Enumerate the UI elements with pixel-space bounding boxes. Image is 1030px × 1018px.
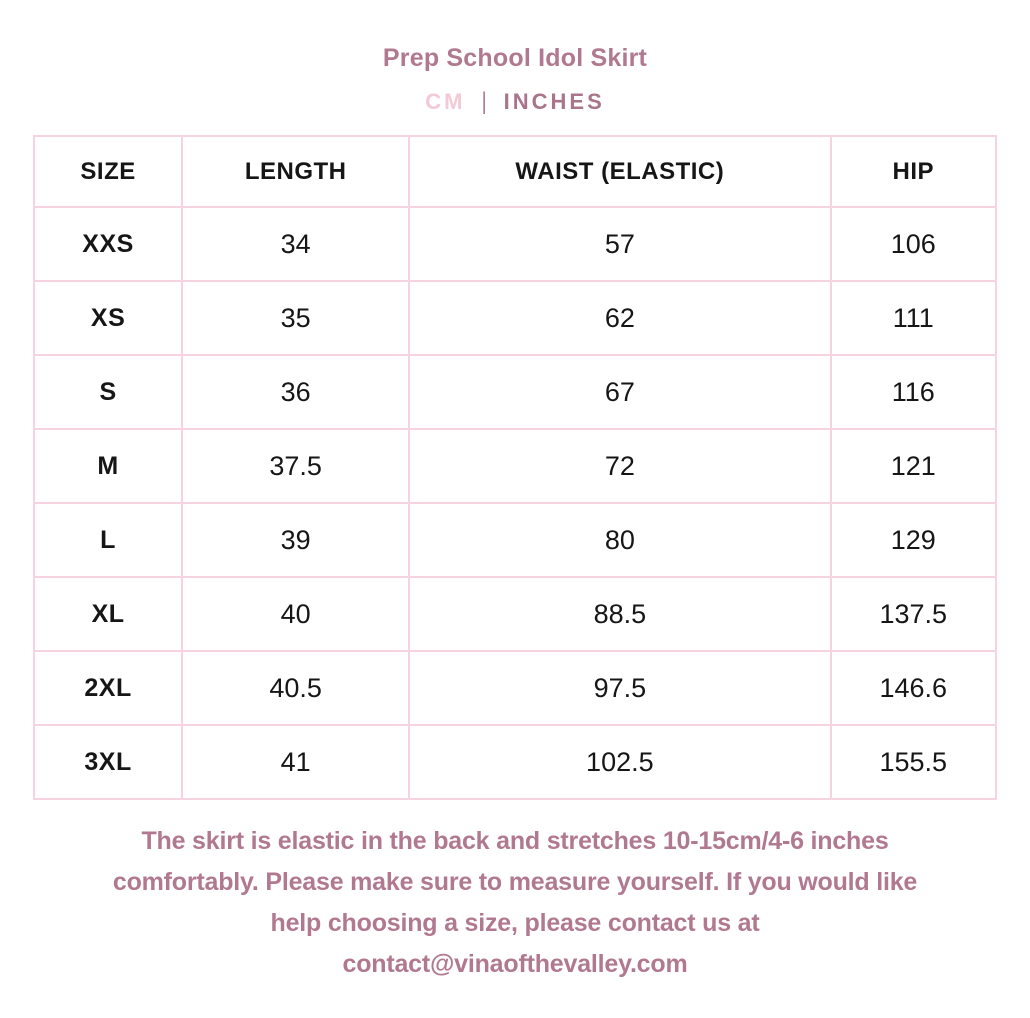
unit-toggle [0,88,1030,116]
size-chart-table [33,135,997,800]
waist-cell: 57 [409,207,830,281]
size-cell: 2XL [34,651,182,725]
size-cell: S [34,355,182,429]
sizing-note-line: comfortably. Please make sure to measure yourself. If you would like [112,868,918,896]
table-header [34,136,996,207]
unit-option-inches[interactable]: INCHES [503,89,605,114]
unit-option-cm[interactable]: CM [425,89,466,114]
table-row [34,429,996,503]
table-row [34,207,996,281]
unit-toggle-divider: | [482,88,488,115]
sizing-note-line: The skirt is elastic in the back and stretches 10-15cm/4-6 inches [141,827,889,855]
length-cell: 40.5 [182,651,409,725]
hip-cell: 155.5 [831,725,996,799]
hip-cell: 146.6 [831,651,996,725]
length-cell: 35 [182,281,409,355]
hip-cell: 129 [831,503,996,577]
waist-cell: 67 [409,355,830,429]
table-row [34,651,996,725]
waist-cell: 72 [409,429,830,503]
column-header-length: LENGTH [182,136,409,207]
waist-cell: 97.5 [409,651,830,725]
column-header-hip: HIP [831,136,996,207]
column-header-waist: WAIST (ELASTIC) [409,136,830,207]
hip-cell: 121 [831,429,996,503]
waist-cell: 88.5 [409,577,830,651]
hip-cell: 111 [831,281,996,355]
size-cell: XS [34,281,182,355]
table-row [34,281,996,355]
waist-cell: 102.5 [409,725,830,799]
size-cell: XXS [34,207,182,281]
table-row [34,725,996,799]
size-cell: 3XL [34,725,182,799]
waist-cell: 62 [409,281,830,355]
size-cell: XL [34,577,182,651]
hip-cell: 137.5 [831,577,996,651]
table-row [34,577,996,651]
hip-cell: 116 [831,355,996,429]
table-row [34,503,996,577]
hip-cell: 106 [831,207,996,281]
length-cell: 34 [182,207,409,281]
length-cell: 41 [182,725,409,799]
sizing-note-line: contact@vinaofthevalley.com [342,950,688,978]
table-row [34,355,996,429]
sizing-note-line: help choosing a size, please contact us at [270,909,760,937]
length-cell: 36 [182,355,409,429]
sizing-note [25,821,1005,985]
size-cell: L [34,503,182,577]
length-cell: 37.5 [182,429,409,503]
length-cell: 39 [182,503,409,577]
waist-cell: 80 [409,503,830,577]
length-cell: 40 [182,577,409,651]
header-row [34,136,996,207]
table-body [34,207,996,799]
page-title: Prep School Idol Skirt [382,44,648,72]
column-header-size: SIZE [34,136,182,207]
size-cell: M [34,429,182,503]
